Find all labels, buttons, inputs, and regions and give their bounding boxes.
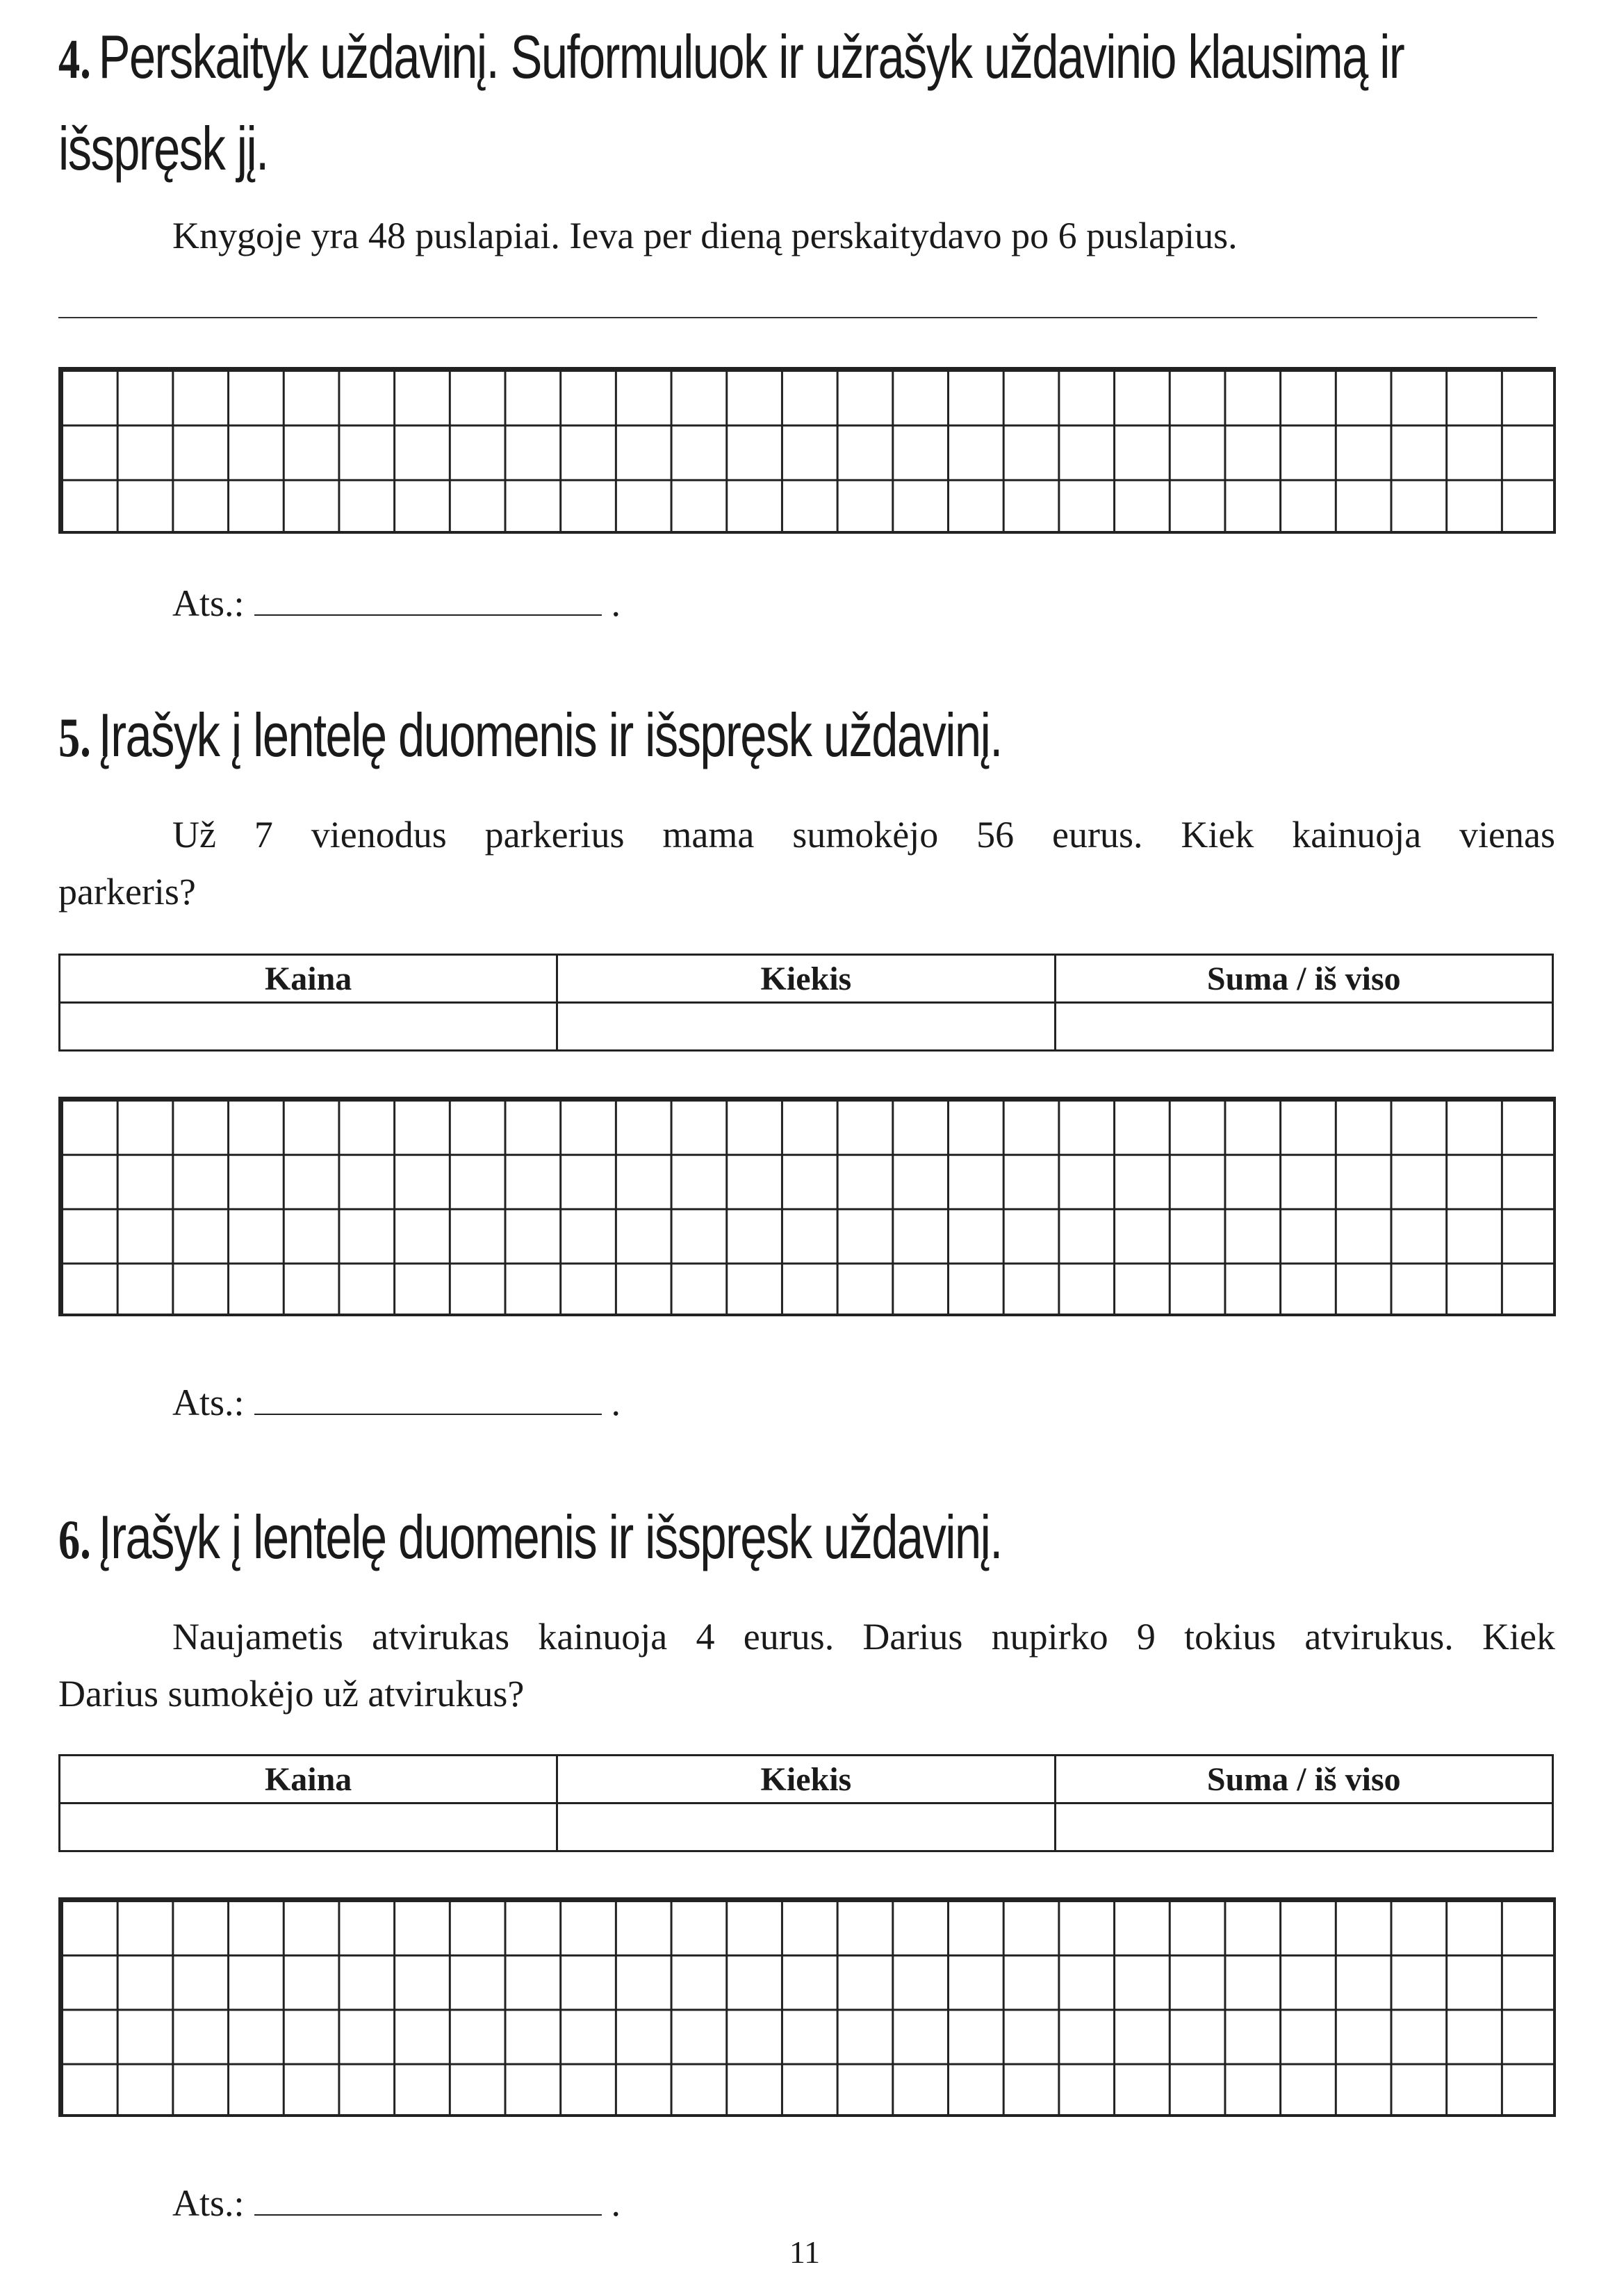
task4-heading-line1: Perskaityk uždavinį. Suformuluok ir užrašyk uždavinio klausimą ir [98,22,1404,91]
task5-header-kiekis: Kiekis [557,955,1055,1003]
task6-data-table [58,1754,1554,1852]
task5-answer-line[interactable] [254,1379,602,1415]
task5-heading [58,701,1002,769]
task6-header-kaina: Kaina [60,1756,557,1803]
task5-cell-kaina[interactable] [60,1003,557,1051]
task5-solution-grid[interactable] [58,1097,1556,1316]
task5-text-line2: parkeris? [58,871,196,913]
task4-answer: Ats.: . [172,580,621,625]
task4-heading-line2: išspręsk jį. [58,114,268,183]
task6-header-kiekis: Kiekis [557,1756,1055,1803]
task5-text-line1: Už 7 vienodus parkerius mama sumokėjo 56 eurus. Kiek kainuoja vienas [172,814,1555,856]
task6-heading [58,1503,1002,1571]
task5-cell-kiekis[interactable] [557,1003,1055,1051]
task6-solution-grid[interactable] [58,1897,1556,2117]
task4-answer-label: Ats.: [172,582,245,624]
task5-number: 5. [58,707,91,769]
task4-problem-text: Knygoje yra 48 puslapiai. Ieva per dieną perskaitydavo po 6 puslapius. [172,215,1238,256]
task5-answer: Ats.: . [172,1379,621,1424]
task4-heading [58,22,1404,91]
task6-text-line1: Naujametis atvirukas kainuoja 4 eurus. Darius nupirko 9 tokius atvirukus. Kiek [172,1616,1555,1658]
task5-heading-text: Įrašyk į lentelę duomenis ir išspręsk uždavinį. [98,701,1002,769]
task5-answer-label: Ats.: [172,1382,245,1423]
task4-answer-line[interactable] [254,580,602,616]
task6-text-line2: Darius sumokėjo už atvirukus? [58,1673,525,1715]
task6-cell-kaina[interactable] [60,1803,557,1851]
task4-solution-grid[interactable] [58,367,1556,534]
task6-cell-kiekis[interactable] [557,1803,1055,1851]
task5-data-table [58,954,1554,1052]
task6-answer-line[interactable] [254,2179,602,2216]
task4-question-line[interactable] [58,317,1537,318]
page-number: 11 [789,2234,821,2270]
task5-header-kaina: Kaina [60,955,557,1003]
task6-header-suma: Suma / iš viso [1055,1756,1553,1803]
task4-number: 4. [58,29,91,90]
task6-cell-suma[interactable] [1055,1803,1553,1851]
task4-heading-cont [58,114,268,183]
task6-heading-text: Įrašyk į lentelę duomenis ir išspręsk uždavinį. [98,1503,1002,1571]
task5-cell-suma[interactable] [1055,1003,1553,1051]
task6-answer: Ats.: . [172,2179,621,2225]
task6-number: 6. [58,1510,91,1571]
task6-answer-label: Ats.: [172,2182,245,2224]
task5-header-suma: Suma / iš viso [1055,955,1553,1003]
